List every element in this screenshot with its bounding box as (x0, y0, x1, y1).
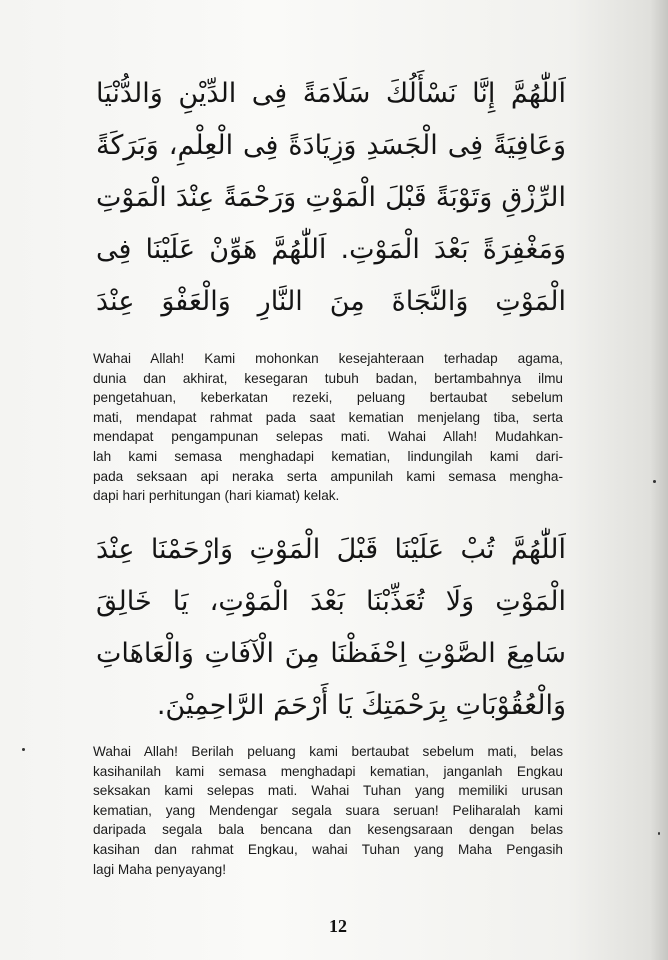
arabic-line: الْمَوْتِ وَالنَّجَاةَ مِنَ النَّارِ وَالْعَفْوَ عِنْدَ (96, 286, 566, 317)
translation-line: dunia dan akhirat, kesegaran tubuh badan, bertambahnya ilmu (93, 370, 563, 386)
translation-line: kematian, yang Mendengar segala suara seruan! Peliharalah kami (93, 802, 563, 818)
print-speck (658, 832, 660, 835)
malay-translation-block-2 (93, 742, 563, 879)
arabic-line: وَمَغْفِرَةً بَعْدَ الْمَوْتِ. اَللّٰهُمَّ هَوِّنْ عَلَيْنَا فِى (96, 234, 566, 265)
translation-line: lah kami semasa menghadapi kematian, lindungilah kami dari- (93, 448, 563, 464)
translation-line: lagi Maha penyayang! (93, 861, 227, 877)
translation-line: mendapat pengampunan selepas mati. Wahai Allah! Mudahkan- (93, 429, 563, 445)
arabic-line: اَللّٰهُمَّ إِنَّا نَسْأَلُكَ سَلَامَةً فِى الدِّيْنِ وَالدُّنْيَا (96, 78, 566, 109)
translation-line: pengetahuan, keberkatan rezeki, peluang bertaubat sebelum (93, 390, 563, 406)
arabic-line: سَامِعَ الصَّوْتِ اِحْفَظْنَا مِنَ الْآفَاتِ وَالْعَاهَاتِ (96, 638, 566, 669)
arabic-line: وَعَافِيَةً فِى الْجَسَدِ وَزِيَادَةً فِى الْعِلْمِ، وَبَرَكَةً (96, 130, 566, 161)
arabic-line: الرِّزْقِ وَتَوْبَةً قَبْلَ الْمَوْتِ وَرَحْمَةً عِنْدَ الْمَوْتِ (96, 182, 566, 213)
print-speck (653, 480, 656, 483)
arabic-line: الْمَوْتِ وَلَا تُعَذِّبْنَا بَعْدَ الْمَوْتِ، يَا خَالِقَ (96, 586, 566, 617)
translation-line: dapi hari perhitungan (hari kiamat) kelak. (93, 488, 340, 504)
translation-line: mati, mendapat rahmat pada saat kematian menjelang tiba, serta (93, 409, 563, 425)
translation-line: pada seksaan api neraka serta ampunilah kami semasa mengha- (93, 468, 563, 484)
translation-line: kasihan dan rahmat Engkau, wahai Tuhan yang Maha Pengasih (93, 841, 563, 857)
translation-line: Wahai Allah! Kami mohonkan kesejahteraan terhadap agama, (93, 351, 563, 366)
arabic-prayer-block-2 (96, 524, 566, 732)
malay-translation-block-1 (93, 349, 563, 506)
translation-line: Wahai Allah! Berilah peluang kami bertaubat sebelum mati, belas (93, 744, 563, 759)
arabic-line: وَالْعُقُوْبَاتِ بِرَحْمَتِكَ يَا أَرْحَمَ الرَّاحِمِيْنَ. (156, 690, 566, 721)
translation-line: kasihanilah kami semasa menghadapi kematian, janganlah Engkau (93, 763, 563, 779)
page-number: 12 (329, 916, 347, 936)
arabic-line: اَللّٰهُمَّ تُبْ عَلَيْنَا قَبْلَ الْمَوْتِ وَارْحَمْنَا عِنْدَ (96, 534, 566, 565)
arabic-prayer-block-1 (96, 68, 566, 328)
translation-line: daripada segala bala bencana dan kesengsaraan dengan belas (93, 822, 563, 838)
translation-line: seksakan kami selepas mati. Wahai Tuhan yang memiliki urusan (93, 783, 563, 799)
print-speck (22, 748, 25, 751)
